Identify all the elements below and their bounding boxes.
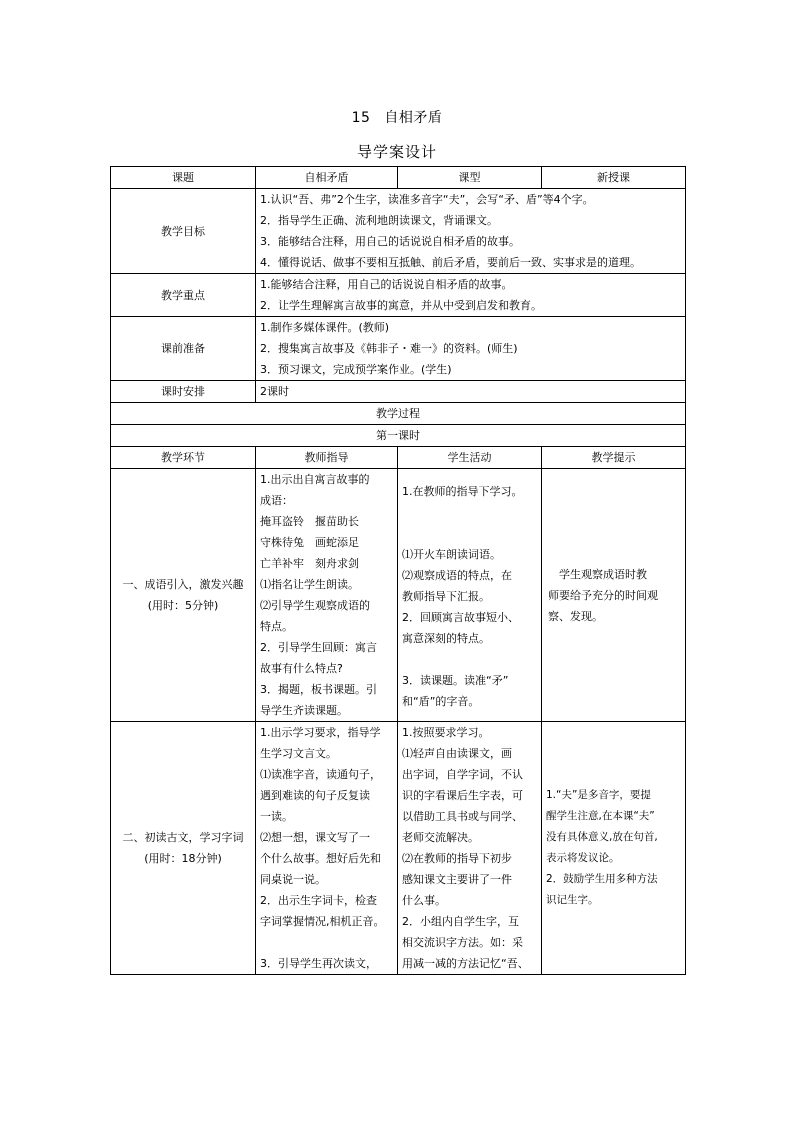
teacher-line: 3．引导学生再次读文， bbox=[260, 957, 377, 970]
student-line: 2．小组内自学生字，互 bbox=[402, 915, 519, 928]
page-subtitle: 导学案设计 bbox=[356, 143, 437, 161]
goals-row bbox=[111, 189, 686, 274]
tip-line: 醒学生注意,在本课“夫” bbox=[546, 810, 655, 822]
prep-item: 1.制作多媒体课件。(教师) bbox=[260, 321, 390, 334]
process-header-row bbox=[111, 447, 686, 469]
goal-item: 2．指导学生正确、流利地朗读课文，背诵课文。 bbox=[260, 214, 498, 227]
teacher-line: 亡羊补牢 刻舟求剑 bbox=[260, 557, 359, 570]
teacher-line: 字词掌握情况,相机正音。 bbox=[260, 915, 385, 928]
prep-content bbox=[256, 317, 686, 381]
stage1-row bbox=[111, 469, 686, 722]
process-title: 教学过程 bbox=[111, 403, 686, 425]
topic-row bbox=[111, 167, 686, 189]
focus-item: 1.能够结合注释，用自己的话说说自相矛盾的故事。 bbox=[260, 278, 513, 291]
col-tips: 教学提示 bbox=[542, 447, 686, 469]
student-line: 寓意深刻的特点。 bbox=[402, 632, 490, 645]
student-line: 用减一减的方法记忆“吾、 bbox=[402, 957, 529, 970]
tip-line: 1.“夫”是多音字，要提 bbox=[546, 789, 651, 801]
focus-label: 教学重点 bbox=[111, 274, 256, 317]
student-line: 2．回顾寓言故事短小、 bbox=[402, 611, 519, 624]
col-student: 学生活动 bbox=[398, 447, 542, 469]
teacher-line: 故事有什么特点? bbox=[260, 662, 343, 675]
teacher-line: 一读。 bbox=[260, 810, 293, 823]
stage1-name-cell bbox=[111, 469, 256, 722]
process-title-row bbox=[111, 403, 686, 425]
teacher-line: ⑵引导学生观察成语的 bbox=[260, 599, 370, 612]
tip-line: 学生观察成语时教 bbox=[548, 567, 647, 581]
hours-label: 课时安排 bbox=[111, 381, 256, 403]
teacher-line: 遇到难读的句子反复读 bbox=[260, 789, 370, 802]
teacher-line: 3．揭题，板书课题。引 bbox=[260, 683, 377, 696]
focus-row bbox=[111, 274, 686, 317]
type-label: 课型 bbox=[398, 167, 542, 189]
stage1-name: 一、成语引入，激发兴趣 bbox=[122, 578, 244, 591]
topic-label: 课题 bbox=[111, 167, 256, 189]
focus-content bbox=[256, 274, 686, 317]
student-line: 老师交流解决。 bbox=[402, 831, 479, 844]
stage2-row bbox=[111, 722, 686, 975]
stage1-time: (用时：5分钟) bbox=[147, 599, 219, 612]
teacher-line: ⑵想一想，课文写了一 bbox=[260, 831, 370, 844]
goals-content bbox=[256, 189, 686, 274]
tip-line: 表示将发议论。 bbox=[546, 852, 620, 864]
teacher-line: ⑴指名让学生朗读。 bbox=[260, 578, 359, 591]
teacher-line: 个什么故事。想好后先和 bbox=[260, 852, 381, 865]
teacher-line: 导学生齐读课题。 bbox=[260, 704, 348, 717]
tip-line: 师要给予充分的时间观 bbox=[548, 588, 658, 602]
goal-item: 4．懂得说话、做事不要相互抵触、前后矛盾，要前后一致、实事求是的道理。 bbox=[260, 256, 641, 269]
teacher-line: ⑴读准字音，读通句子， bbox=[260, 768, 381, 781]
student-line: 以借助工具书或与同学、 bbox=[402, 810, 523, 823]
focus-item: 2．让学生理解寓言故事的寓意，并从中受到启发和教育。 bbox=[260, 299, 542, 312]
prep-row bbox=[111, 317, 686, 381]
stage1-teacher bbox=[256, 469, 398, 722]
stage2-tips bbox=[542, 722, 686, 975]
period-row bbox=[111, 425, 686, 447]
student-line: 相交流识字方法。如：采 bbox=[402, 936, 523, 949]
teacher-line: 成语： bbox=[260, 494, 293, 507]
col-teacher: 教师指导 bbox=[256, 447, 398, 469]
col-stage: 教学环节 bbox=[111, 447, 256, 469]
student-line: ⑵在教师的指导下初步 bbox=[402, 852, 512, 865]
teacher-line: 守株待兔 画蛇添足 bbox=[260, 536, 359, 549]
teacher-line: 掩耳盗铃 揠苗助长 bbox=[260, 515, 359, 528]
student-line: 3．读课题。读准“矛” bbox=[402, 674, 509, 687]
goals-label: 教学目标 bbox=[111, 189, 256, 274]
stage2-name-cell bbox=[111, 722, 256, 975]
teacher-line: 生学习文言文。 bbox=[260, 747, 337, 760]
teacher-line: 2．出示生字词卡，检查 bbox=[260, 894, 377, 907]
student-line: 教师指导下汇报。 bbox=[402, 590, 490, 603]
tip-line: 察、发现。 bbox=[548, 609, 603, 623]
student-line: ⑴开火车朗读词语。 bbox=[402, 548, 501, 561]
prep-item: 3．预习课文，完成预学案作业。(学生) bbox=[260, 363, 452, 376]
tip-line: 2．鼓励学生用多种方法 bbox=[546, 873, 658, 885]
teacher-line: 特点。 bbox=[260, 620, 293, 633]
teacher-line: 2．引导学生回顾：寓言 bbox=[260, 641, 377, 654]
lesson-plan-table bbox=[110, 166, 686, 975]
tip-line: 没有具体意义,放在句首, bbox=[546, 831, 658, 843]
student-line: 出字词，自学字词，不认 bbox=[402, 768, 523, 781]
stage2-name: 二、初读古文，学习字词 bbox=[122, 831, 244, 844]
lesson-number: 15 bbox=[351, 110, 371, 126]
student-line: 什么事。 bbox=[402, 894, 446, 907]
stage2-time: (用时：18分钟) bbox=[144, 852, 222, 865]
stage1-tips bbox=[542, 469, 686, 722]
goal-item: 3．能够结合注释，用自己的话说说自相矛盾的故事。 bbox=[260, 235, 520, 248]
lesson-title bbox=[0, 107, 794, 127]
student-line: 感知课文主要讲了一件 bbox=[402, 873, 512, 886]
student-line: 识的字看课后生字表，可 bbox=[402, 789, 523, 802]
student-line: 和“盾”的字音。 bbox=[402, 695, 480, 708]
student-line: ⑵观察成语的特点，在 bbox=[402, 569, 512, 582]
hours-row bbox=[111, 381, 686, 403]
student-line: 1.在教师的指导下学习。 bbox=[402, 485, 523, 498]
stage1-student bbox=[398, 469, 542, 722]
period-title: 第一课时 bbox=[111, 425, 686, 447]
student-line: 1.按照要求学习。 bbox=[402, 726, 490, 739]
teacher-line: 1.出示学习要求，指导学 bbox=[260, 726, 381, 739]
teacher-line: 同桌说一说。 bbox=[260, 873, 326, 886]
goal-item: 1.认识“吾、弗”2个生字，读准多音字“夫”，会写“矛、盾”等4个字。 bbox=[260, 193, 594, 206]
teacher-line: 1.出示出自寓言故事的 bbox=[260, 473, 370, 486]
hours-value: 2课时 bbox=[256, 381, 686, 403]
stage2-student bbox=[398, 722, 542, 975]
topic-value: 自相矛盾 bbox=[256, 167, 398, 189]
stage2-teacher bbox=[256, 722, 398, 975]
student-line: ⑴轻声自由读课文，画 bbox=[402, 747, 512, 760]
type-value: 新授课 bbox=[542, 167, 686, 189]
lesson-name: 自相矛盾 bbox=[384, 110, 443, 126]
prep-item: 2．搜集寓言故事及《韩非子・难一》的资料。(师生) bbox=[260, 342, 518, 355]
prep-label: 课前准备 bbox=[111, 317, 256, 381]
tip-line: 识记生字。 bbox=[546, 894, 599, 906]
